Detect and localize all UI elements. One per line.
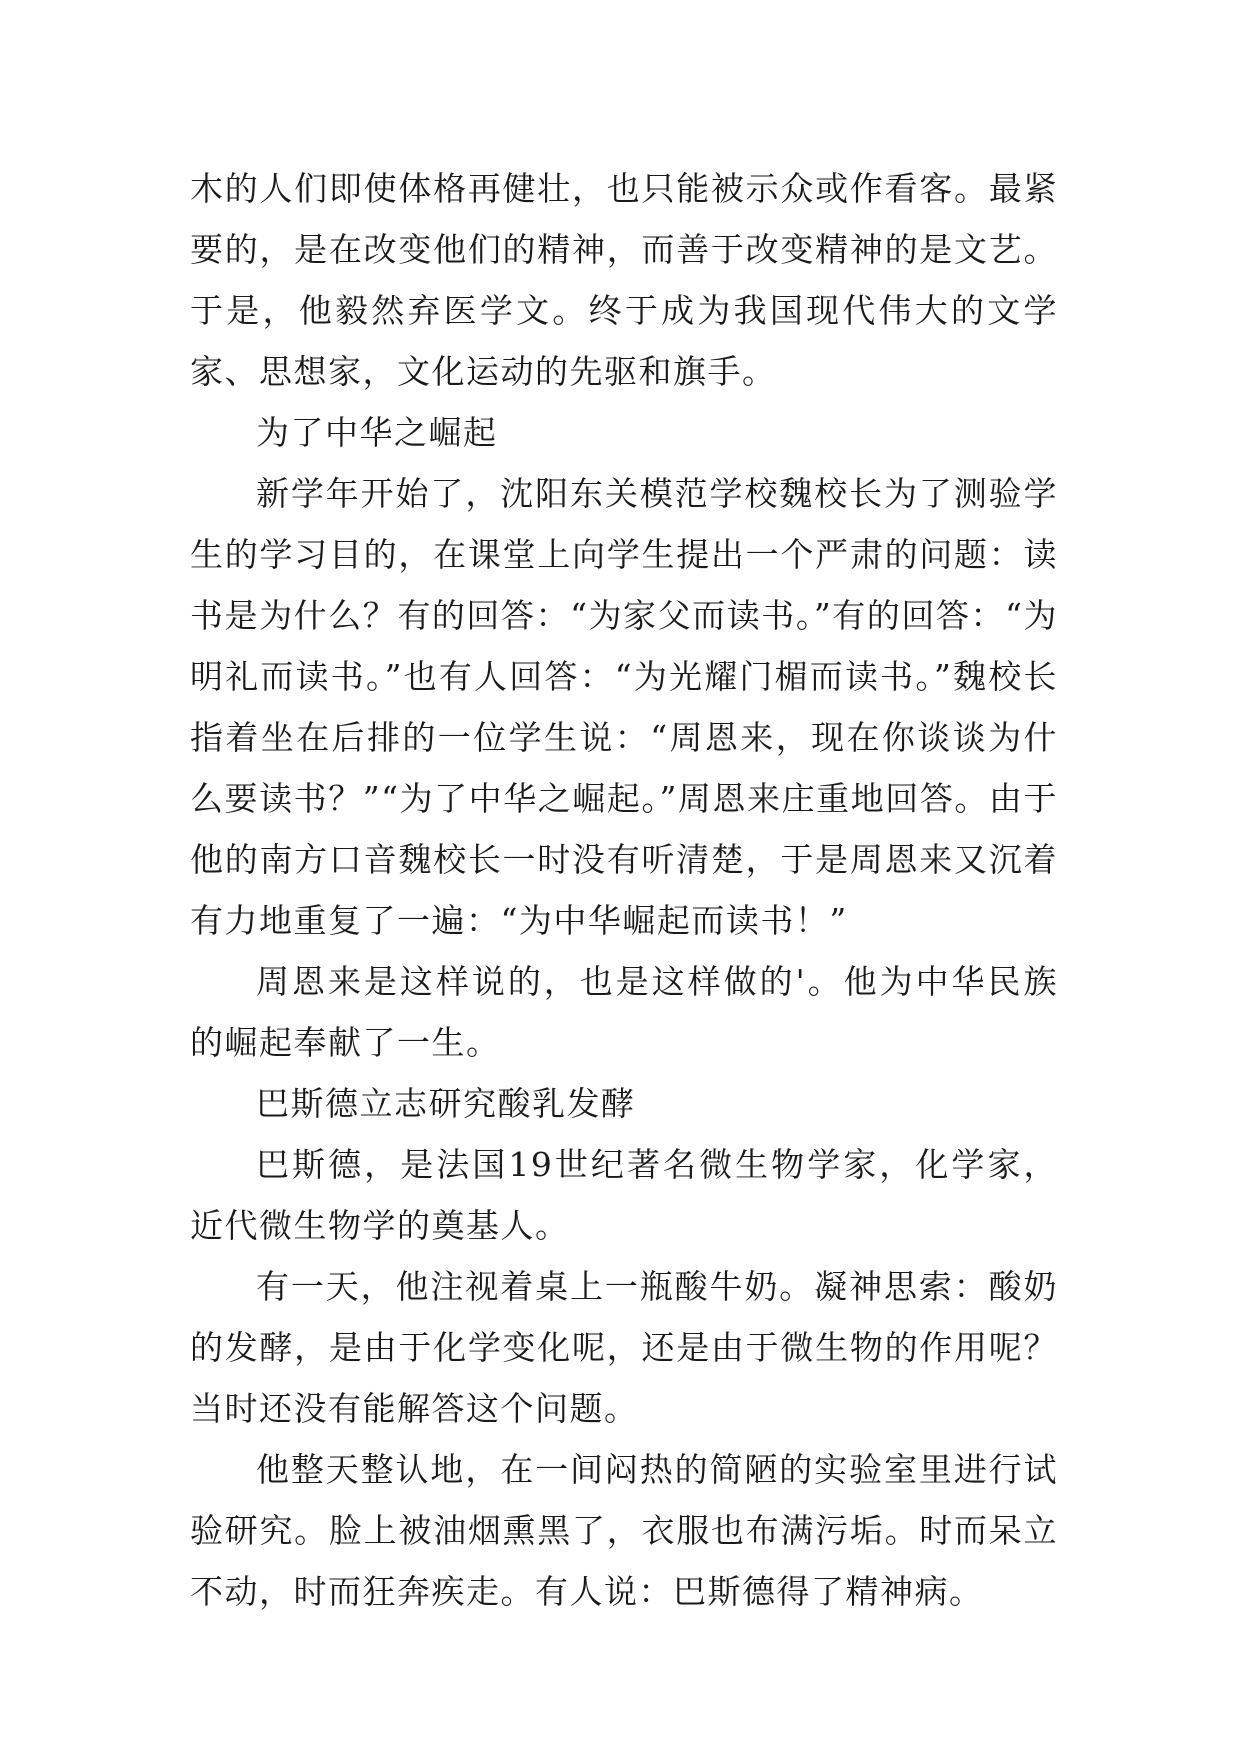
paragraph-3: 新学年开始了，沈阳东关模范学校魏校长为了测验学生的学习目的，在课堂上向学生提出一个严肃的问题：读书是为什么？有的回答：“为家父而读书。”有的回答：“为明礼而读书。”也有人回答：“为光耀门楣而读书。”魏校长指着坐在后排的一位学生说：“周恩来，现在你谈谈为什么要读书？”“为了中华之崛起。”周恩来庄重地回答。由于他的南方口音魏校长一时没有听清楚，于是周恩来又沉着有力地重复了一遍：“为中华崛起而读书！” (190, 474, 1058, 940)
body-text (190, 158, 1058, 1622)
section-heading-zhou-enlai: 为了中华之崛起 (256, 413, 498, 452)
section-heading-pasteur: 巴斯德立志研究酸乳发酵 (256, 1084, 636, 1123)
paragraph-1: 木的人们即使体格再健壮，也只能被示众或作看客。最紧要的，是在改变他们的精神，而善于改变精神的是文艺。于是，他毅然弃医学文。终于成为我国现代伟大的文学家、思想家，文化运动的先驱和旗手。 (190, 169, 1058, 391)
paragraph-4: 周恩来是这样说的，也是这样做的'。他为中华民族的崛起奉献了一生。 (190, 962, 1058, 1062)
paragraph-6: 巴斯德，是法国19世纪著名微生物学家，化学家，近代微生物学的奠基人。 (190, 1145, 1058, 1245)
paragraph-7: 有一天，他注视着桌上一瓶酸牛奶。凝神思索：酸奶的发酵，是由于化学变化呢，还是由于微生物的作用呢？当时还没有能解答这个问题。 (190, 1267, 1058, 1428)
paragraph-8: 他整天整认地，在一间闷热的简陋的实验室里进行试验研究。脸上被油烟熏黑了，衣服也布满污垢。时而呆立不动，时而狂奔疾走。有人说：巴斯德得了精神病。 (190, 1450, 1058, 1611)
